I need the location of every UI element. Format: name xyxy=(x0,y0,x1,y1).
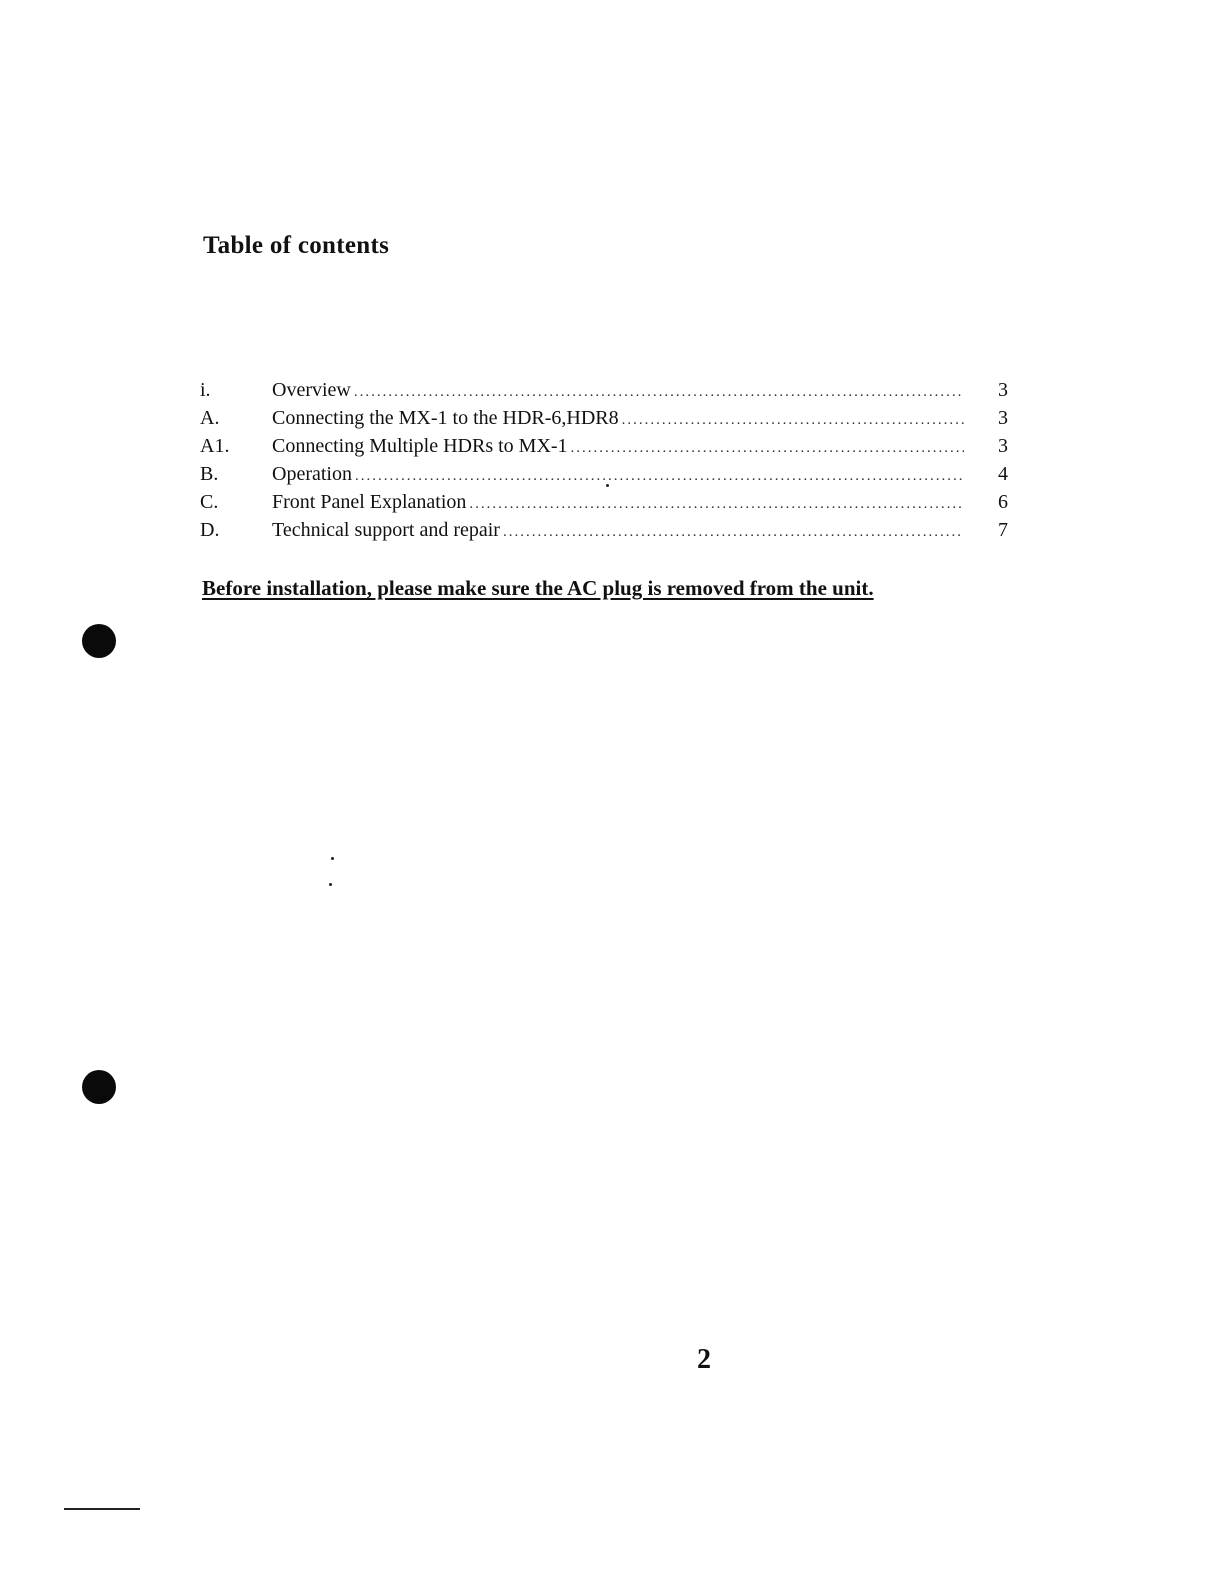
binder-hole-icon xyxy=(82,1070,116,1104)
toc-entry-number: C. xyxy=(200,491,219,513)
toc-leader-dots xyxy=(469,490,964,518)
toc-leader-dots xyxy=(354,378,964,406)
scan-speck xyxy=(329,883,332,886)
toc-leader-dots xyxy=(503,518,964,546)
scan-edge-mark xyxy=(64,1508,140,1510)
toc-entry-number: D. xyxy=(200,519,220,541)
toc-entry-page: 3 xyxy=(998,379,1008,401)
toc-entry-label: Front Panel Explanation xyxy=(272,491,467,513)
installation-warning: Before installation, please make sure the AC plug is removed from the unit. xyxy=(202,576,874,600)
toc-entry-label: Overview xyxy=(272,379,351,401)
toc-entry-number: A. xyxy=(200,407,220,429)
toc-entry-number: i. xyxy=(200,379,211,401)
toc-entry-label: Connecting the MX-1 to the HDR-6,HDR8 xyxy=(272,407,619,429)
toc-entry-overview xyxy=(200,376,1008,404)
toc-entry-support xyxy=(200,516,1008,544)
toc-leader-dots xyxy=(355,462,964,490)
toc-entry-page: 4 xyxy=(998,463,1008,485)
toc-entry-operation xyxy=(200,460,1008,488)
toc-entry-number: B. xyxy=(200,463,219,485)
toc-entry-connecting xyxy=(200,404,1008,432)
toc-heading: Table of contents xyxy=(203,232,390,259)
scan-speck xyxy=(606,484,609,487)
toc-leader-dots xyxy=(571,434,964,462)
toc-entry-page: 6 xyxy=(998,491,1008,513)
scan-speck xyxy=(331,857,334,860)
toc-leader-dots xyxy=(622,406,964,434)
binder-hole-icon xyxy=(82,624,116,658)
toc-entry-label: Operation xyxy=(272,463,352,485)
toc-entry-number: A1. xyxy=(200,435,230,457)
toc-entry-multiple-hdrs xyxy=(200,432,1008,460)
toc-entry-page: 3 xyxy=(998,435,1008,457)
toc-entry-front-panel xyxy=(200,488,1008,516)
toc-entry-page: 3 xyxy=(998,407,1008,429)
toc-list xyxy=(200,376,1008,544)
page-number: 2 xyxy=(697,1344,711,1375)
toc-entry-page: 7 xyxy=(998,519,1008,541)
toc-entry-label: Technical support and repair xyxy=(272,519,500,541)
toc-entry-label: Connecting Multiple HDRs to MX-1 xyxy=(272,435,568,457)
